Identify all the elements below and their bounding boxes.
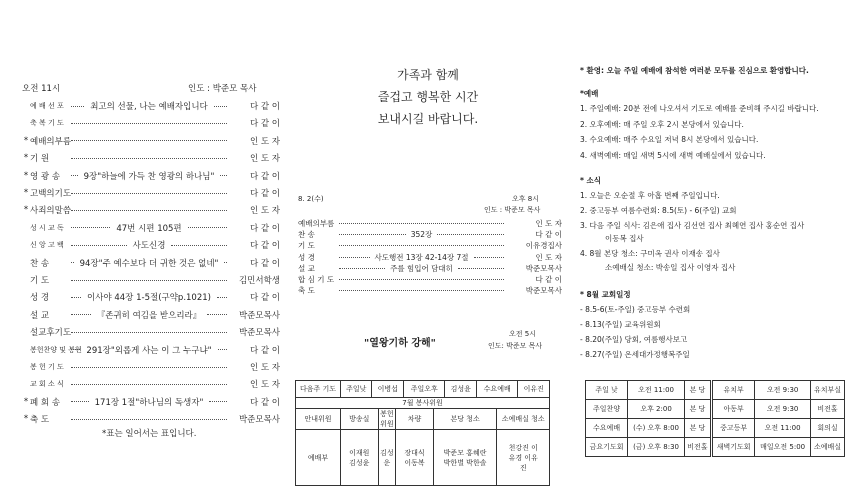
volunteer-value: 장대식 이동복	[396, 430, 434, 486]
worship-info-item: 3. 수요예배: 매주 수요일 저녁 8시 본당에서 있습니다.	[580, 135, 759, 144]
worship-item-person: 다 같 이	[249, 397, 280, 408]
news-item: 2. 중고등부 여름수련회: 8.5(토) - 6(주일) 교회	[580, 206, 737, 215]
evening-order-row	[298, 218, 562, 229]
schedule-item: - 8.5-6(토-주일) 중고등부 수련회	[580, 305, 691, 314]
worship-item-person: 다 같 이	[249, 293, 280, 304]
morning-service-time: 오전 11시	[22, 84, 61, 94]
worship-item-content: 94장"주 예수보다 더 귀한 것은 없네"	[79, 258, 219, 269]
evening-order-row	[298, 240, 562, 251]
worship-item-person: 다 같 이	[249, 241, 280, 252]
worship-item-content: 최고의 선물, 나는 예배자입니다	[90, 102, 208, 112]
schedule-cell: 매일오전 5:00	[755, 438, 811, 457]
schedule-cell: 오전 9:30	[755, 400, 811, 419]
schedule-cell: 회의실	[810, 419, 844, 438]
worship-item-content: 『존귀히 여김을 받으리라』	[96, 310, 202, 321]
schedule-cell: 유치부	[711, 381, 754, 400]
worship-item-person: 인 도 자	[249, 154, 280, 165]
worship-info-item: 4. 새벽예배: 매일 새벽 5시에 새벽 예배실에서 있습니다.	[580, 150, 766, 160]
worship-item-name: 성 시 교 독	[30, 223, 64, 232]
evening-time: 오후 8시	[512, 195, 539, 203]
worship-order-row	[22, 309, 280, 321]
duty-table	[295, 380, 550, 409]
evening-order-row	[298, 263, 562, 274]
worship-item-name: 기 원	[30, 154, 50, 165]
schedule-cell: 아동부	[711, 400, 754, 419]
dawn-time: 오전 5시	[509, 330, 536, 338]
standing-mark: *	[23, 188, 29, 198]
worship-info-item: 2. 오후예배: 매 주일 오후 2시 본당에서 있습니다.	[580, 119, 744, 129]
worship-order-row	[22, 274, 280, 286]
schedule-cell: 주일찬양	[586, 400, 628, 419]
schedule-item: - 8.20(주일) 당회, 여름행사보고	[580, 335, 688, 344]
standing-mark: *	[23, 135, 29, 146]
volunteer-header: 차량	[396, 409, 434, 430]
evening-item-person: 박준모목사	[525, 263, 563, 273]
volunteer-value: 천강진 이유경 이유진	[497, 430, 550, 486]
evening-item-person: 이유경집사	[525, 241, 562, 251]
evening-order-row	[298, 252, 562, 263]
worship-item-name: 성 경	[30, 293, 50, 304]
schedule-cell: 오전 11:00	[755, 419, 811, 438]
volunteer-value: 김성운	[378, 430, 396, 486]
schedule-cell: 오전 11:00	[628, 381, 685, 400]
worship-item-name: 예배의부름	[30, 136, 72, 147]
volunteer-value: 박준모 홍혜란 박한별 박한솔	[433, 430, 497, 486]
morning-service-leader: 인도 : 박준모 목사	[188, 84, 257, 94]
worship-item-name: 사죄의말씀	[30, 206, 72, 217]
schedule-cell: 본 당	[684, 419, 711, 438]
duty-caption: 7월 봉사위원	[296, 398, 550, 409]
worship-order-row	[22, 170, 280, 182]
worship-item-name: 찬 송	[30, 258, 50, 269]
worship-item-name: 축 도	[30, 415, 50, 426]
standing-mark: *	[23, 153, 29, 164]
evening-item-person: 인 도 자	[535, 252, 563, 262]
schedule-item: - 8.27(주일) 온세대가정행복주일	[580, 350, 690, 359]
worship-item-name: 봉헌찬양 및 봉헌	[30, 345, 82, 354]
schedule-cell: (수) 오후 8:00	[628, 419, 685, 438]
news-item: 3. 다음 주일 식사: 김은애 집사 김선연 집사 최혜연 집사 홍순연 집사	[580, 221, 805, 230]
volunteer-table	[295, 408, 550, 486]
evening-item-name: 축 도	[298, 286, 315, 296]
worship-order-row	[22, 396, 280, 408]
dawn-leader: 인도: 박준모 목사	[488, 342, 543, 350]
worship-item-person: 김민서학생	[238, 276, 280, 286]
volunteer-header: 안내위원	[296, 409, 341, 430]
volunteer-header: 봉헌위원	[378, 409, 396, 430]
standing-mark: *	[23, 414, 29, 425]
news-item: 소예배실 청소: 박송일 집사 이영자 집사	[605, 263, 736, 272]
duty-cell: 이유진	[518, 381, 550, 398]
heading-line-2: 즐겁고 행복한 시간	[377, 90, 479, 104]
worship-order-row	[22, 100, 280, 112]
duty-cell: 이병섭	[372, 381, 403, 398]
worship-order-row	[22, 117, 280, 129]
worship-item-name: 봉 헌 기 도	[30, 363, 64, 371]
worship-order-row	[22, 187, 280, 199]
news-item: 1. 오늘은 오순절 후 아홉 번째 주일입니다.	[580, 191, 720, 200]
worship-section-title: *예배	[580, 89, 599, 98]
news-section-title: * 소식	[580, 176, 602, 185]
worship-item-content: 171장 1절"하나님의 독생자"	[94, 397, 204, 408]
news-item: 4. 8월 본당 청소: 구미옥 권사 이재송 집사	[580, 249, 720, 258]
worship-item-name: 예 배 선 포	[30, 102, 64, 110]
volunteer-value: 이재원 김성윤	[341, 430, 379, 486]
evening-item-name: 찬 송	[298, 230, 315, 240]
schedule-section-title: * 8월 교회일정	[580, 290, 631, 299]
welcome-text: * 환영: 오늘 주일 예배에 참석한 여러분 모두를 진심으로 환영합니다.	[580, 66, 809, 75]
schedule-cell: (금) 오후 8:30	[628, 438, 685, 457]
evening-item-content: 주를 힘입어 담대히	[390, 263, 453, 273]
volunteer-header: 소예배실 청소	[497, 409, 550, 430]
worship-item-content: 이사야 44장 1-5절(구약p.1021)	[87, 293, 211, 304]
evening-item-content: 사도행전 13장 42-14장 7절	[374, 252, 469, 262]
evening-order-row	[298, 229, 562, 240]
evening-item-person: 다 같 이	[535, 230, 562, 240]
worship-item-person: 다 같 이	[249, 189, 280, 199]
schedule-cell: 금요기도회	[586, 438, 628, 457]
worship-item-content: 사도신경	[132, 241, 166, 252]
worship-item-name: 설교후기도	[30, 328, 72, 339]
news-item: 이동복 집사	[605, 234, 644, 243]
evening-item-content: 352장	[410, 230, 433, 240]
worship-order-row	[22, 361, 280, 373]
schedule-cell: 오후 2:00	[628, 400, 685, 419]
worship-item-content: 291장"외롭게 사는 이 그 누구냐"	[86, 345, 212, 356]
volunteer-header: 방송실	[341, 409, 379, 430]
worship-item-name: 교 회 소 식	[30, 380, 64, 389]
worship-order-row	[22, 239, 280, 251]
schedule-cell: 비전홀	[684, 438, 711, 457]
worship-info-item: 1. 주일예배: 20분 전에 나오셔서 기도로 예배를 준비해 주시길 바랍니다.	[580, 104, 819, 113]
schedule-cell: 새벽기도회	[711, 438, 754, 457]
worship-item-name: 축 복 기 도	[30, 119, 64, 128]
worship-item-person: 박준모목사	[238, 328, 280, 339]
evening-item-name: 예배의부름	[298, 219, 335, 228]
heading-line-1: 가족과 함께	[397, 68, 459, 82]
worship-order-row	[22, 204, 280, 216]
worship-item-name: 기 도	[30, 276, 50, 286]
schedule-cell: 오전 9:30	[755, 381, 811, 400]
worship-order-row	[22, 135, 280, 147]
schedule-cell: 비전홀	[810, 400, 844, 419]
worship-item-person: 인 도 자	[249, 206, 280, 217]
worship-item-person: 다 같 이	[249, 171, 280, 182]
standing-mark: *	[23, 205, 29, 216]
evening-order-row	[298, 285, 562, 296]
heading-line-3: 보내시길 바랍니다.	[377, 112, 479, 126]
schedule-cell: 수요예배	[586, 419, 628, 438]
worship-order-row	[22, 413, 280, 425]
worship-order-row	[22, 378, 280, 390]
worship-item-person: 박준모목사	[238, 310, 280, 321]
worship-item-person: 다 같 이	[249, 223, 280, 234]
worship-item-person: 인 도 자	[249, 363, 280, 373]
worship-item-name: 신 앙 고 백	[30, 241, 64, 250]
evening-order-row	[298, 274, 562, 285]
worship-item-person: 다 같 이	[249, 119, 280, 130]
worship-item-name: 설 교	[30, 310, 50, 321]
duty-cell: 수요예배	[476, 381, 518, 398]
schedule-item: - 8.13(주일) 교육위원회	[580, 320, 661, 329]
evening-item-person: 박준모목사	[525, 286, 562, 296]
worship-order-row	[22, 326, 280, 338]
worship-order-row	[22, 257, 280, 269]
schedule-cell: 소예배실	[810, 438, 844, 457]
worship-item-content: 9장"하늘에 가득 찬 영광의 하나님"	[83, 171, 215, 182]
evening-item-name: 설 교	[298, 263, 315, 273]
worship-item-name: 영 광 송	[30, 171, 61, 182]
duty-cell: 다음주 기도	[296, 381, 341, 398]
schedule-cell: 중고등부	[711, 419, 754, 438]
worship-item-person: 인 도 자	[249, 380, 280, 391]
worship-item-person: 박준모목사	[238, 415, 280, 426]
duty-cell: 주일오후	[403, 381, 445, 398]
standing-mark: *	[23, 170, 29, 181]
worship-order-row	[22, 222, 280, 234]
schedule-cell: 본 당	[684, 381, 711, 400]
evening-item-name: 기 도	[298, 241, 315, 251]
dawn-slogan: "열왕기하 강해"	[364, 338, 436, 349]
worship-order-row	[22, 344, 280, 356]
standing-mark: *	[23, 396, 29, 407]
volunteer-header: 본당 청소	[433, 409, 497, 430]
duty-cell: 김성윤	[445, 381, 476, 398]
evening-item-person: 인 도 자	[535, 219, 562, 228]
evening-date: 8. 2(수)	[298, 195, 324, 203]
worship-item-person: 다 같 이	[249, 258, 280, 269]
worship-order-row	[22, 291, 280, 303]
worship-item-person: 다 같 이	[249, 345, 280, 356]
schedule-cell: 유치부실	[810, 381, 844, 400]
weekly-schedule-table	[585, 380, 845, 457]
evening-item-person: 다 같 이	[535, 275, 562, 284]
worship-item-name: 폐 회 송	[30, 397, 61, 408]
worship-item-person: 다 같 이	[249, 102, 280, 112]
standing-footnote: *표는 일어서는 표입니다.	[102, 429, 197, 439]
worship-item-person: 인 도 자	[249, 136, 280, 147]
duty-cell: 주일낮	[341, 381, 372, 398]
volunteer-value: 예배부	[296, 430, 341, 486]
schedule-cell: 주일 낮	[586, 381, 628, 400]
worship-item-name: 고백의기도	[30, 189, 72, 199]
schedule-cell: 본 당	[684, 400, 711, 419]
worship-item-content: 47번 시편 105편	[116, 223, 182, 234]
evening-leader: 인도 : 박준모 목사	[484, 206, 541, 214]
evening-item-name: 합 심 기 도	[298, 275, 335, 284]
evening-item-name: 성 경	[298, 252, 315, 262]
worship-order-row	[22, 152, 280, 164]
